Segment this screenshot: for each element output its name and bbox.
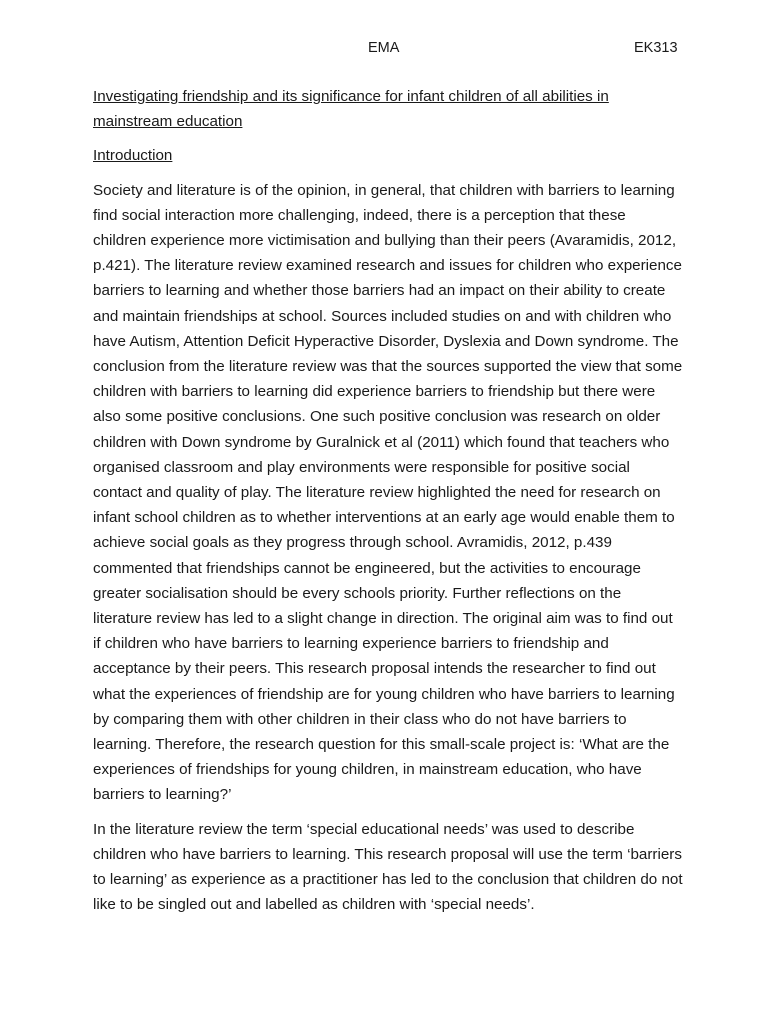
document-body: [93, 84, 683, 927]
body-paragraph-2: In the literature review the term ‘special educational needs’ was used to describe children who have barriers to learning. This research proposal will use the term ‘barriers to learning’ as experience as a practitioner has led to the conclusion that children do not like to be singled out and labelled as children with ‘special needs’.: [93, 820, 683, 914]
body-paragraph-1: Society and literature is of the opinion, in general, that children with barriers to learning find social interaction more challenging, indeed, there is a perception that these children experience more victimisation and bullying than their peers (Avaramidis, 2012, p.421). The literature review examined research and issues for children who experience barriers to learning and whether those barriers had an impact on their ability to create and maintain friendships at school. Sources included studies on and with children who have Autism, Attention Deficit Hyperactive Disorder, Dyslexia and Down syndrome. The conclusion from the literature review was that the sources supported the view that some children with barriers to learning did experience barriers to friendship but there were also some positive conclusions. One such positive conclusion was research on older children with Down syndrome by Guralnick et al (2011) which found that teachers who organised classroom and play environments were responsible for positive social contact and quality of play. The literature review highlighted the need for research on infant school children as to whether interventions at an early age would enable them to achieve social goals as they progress through school. Avramidis, 2012, p.439 commented that friendships cannot be engineered, but the activities to encourage greater socialisation should be every schools priority. Further reflections on the literature review has led to a slight change in direction. The original aim was to find out if children who have barriers to learning experience barriers to friendship and acceptance by their peers. This research proposal intends the researcher to find out what the experiences of friendship are for young children who have barriers to learning by comparing them with other children in their class who do not have barriers to learning. Therefore, the research question for this small-scale project is: ‘What are the experiences of friendships for young children, in mainstream education, who have barriers to learning?’: [93, 181, 683, 804]
header-module-label: EMA: [368, 40, 400, 56]
header-course-code: EK313: [634, 40, 678, 56]
document-title: Investigating friendship and its significance for infant children of all abilities in mainstream education: [93, 88, 609, 131]
page-header: [0, 40, 768, 60]
section-heading-introduction: Introduction: [93, 147, 173, 165]
